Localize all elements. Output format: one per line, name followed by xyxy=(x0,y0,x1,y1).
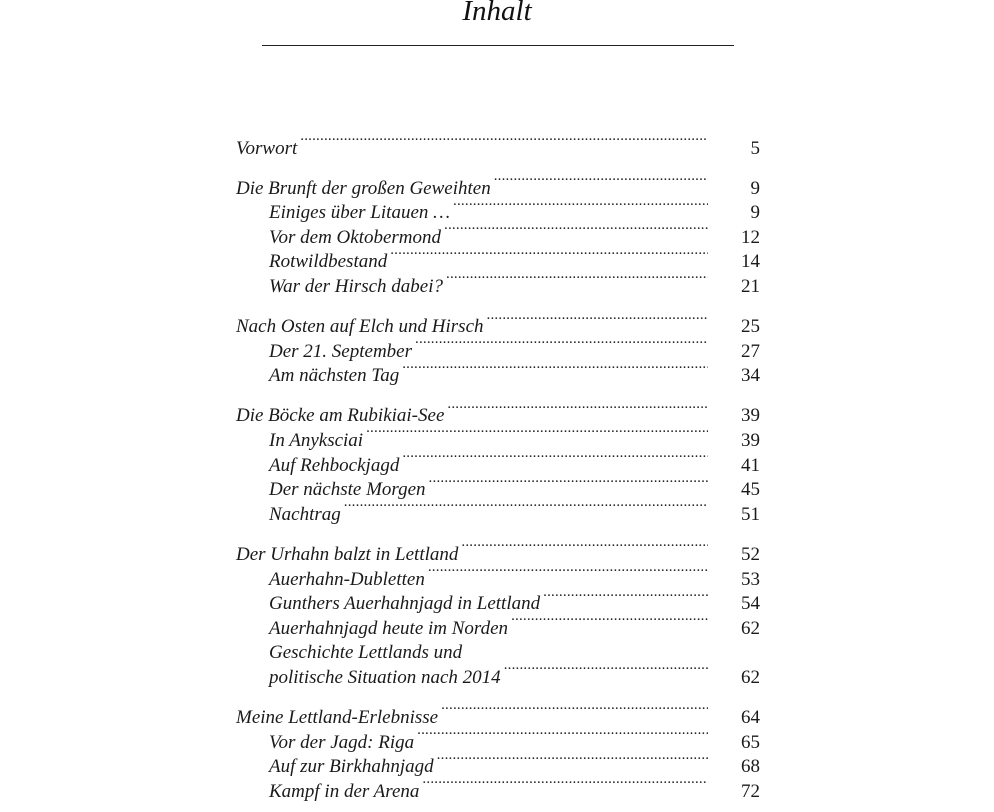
dot-leader xyxy=(461,535,708,560)
dot-leader xyxy=(494,169,708,194)
dot-leader xyxy=(366,421,708,446)
dot-leader xyxy=(300,129,708,154)
dot-leader xyxy=(437,748,708,773)
dot-leader xyxy=(417,723,708,748)
toc-entry-page: 62 xyxy=(741,617,760,639)
toc-entry-title: Kampf in der Arena xyxy=(269,780,420,802)
toc-entry-page: 39 xyxy=(741,430,760,452)
toc-entry-title: Auf zur Birkhahnjagd xyxy=(269,756,434,778)
toc-entry-page: 34 xyxy=(741,365,760,387)
toc-entry-title: Vor dem Oktobermond xyxy=(269,226,442,248)
toc-entry-title: Der Urhahn balzt in Lettland xyxy=(236,543,459,565)
dot-leader xyxy=(428,560,708,585)
toc-entry[interactable] xyxy=(236,308,760,338)
toc-section-vorwort xyxy=(236,129,760,159)
dot-leader xyxy=(415,332,708,357)
toc-section-brunft xyxy=(236,169,760,298)
toc-entry[interactable] xyxy=(236,169,760,199)
toc-entry-page: 45 xyxy=(741,479,760,501)
toc-section-osten xyxy=(236,308,760,387)
toc-entry[interactable] xyxy=(236,397,760,427)
toc-entry-title: Geschichte Lettlands und xyxy=(269,642,463,664)
toc-entry-page: 39 xyxy=(741,405,760,427)
toc-entry-title: Nach Osten auf Elch und Hirsch xyxy=(236,316,484,338)
toc-section-boecke xyxy=(236,397,760,525)
toc-entry-title: Der nächste Morgen xyxy=(269,479,426,501)
toc-entry-page: 68 xyxy=(741,756,760,778)
dot-leader xyxy=(504,658,708,683)
dot-leader xyxy=(402,446,708,471)
dot-leader xyxy=(444,218,708,243)
toc-entry-page: 51 xyxy=(741,503,760,525)
toc-entry-page: 25 xyxy=(741,316,760,338)
dot-leader xyxy=(543,585,708,610)
dot-leader xyxy=(402,357,708,382)
toc-entry-page: 27 xyxy=(741,340,760,362)
toc-entry-title: Rotwildbestand xyxy=(269,251,388,273)
dot-leader xyxy=(447,397,708,422)
toc-entry-page: 41 xyxy=(741,454,760,476)
toc-entry-title: Am nächsten Tag xyxy=(269,365,400,387)
dot-leader xyxy=(429,471,708,496)
dot-leader xyxy=(453,194,708,219)
toc-entry-title: Vor der Jagd: Riga xyxy=(269,731,415,753)
toc-entry-page: 21 xyxy=(741,276,760,298)
toc-entry-title: War der Hirsch dabei? xyxy=(269,276,443,298)
toc-entry-page: 5 xyxy=(750,137,760,159)
toc-entry-title: politische Situation nach 2014 xyxy=(269,666,501,688)
toc-entry[interactable] xyxy=(236,129,760,159)
toc-entry-title: Vorwort xyxy=(236,137,298,159)
toc-section-lettland xyxy=(236,698,760,802)
toc-entry-title: Einiges über Litauen … xyxy=(269,202,451,224)
dot-leader xyxy=(390,243,708,268)
title-rule xyxy=(262,45,734,46)
toc-entry-title: Auf Rehbockjagd xyxy=(269,454,400,476)
toc-section-urhahn xyxy=(236,535,760,688)
toc-entry-page: 9 xyxy=(750,202,760,224)
toc-entry[interactable] xyxy=(236,698,760,728)
dot-leader xyxy=(422,772,708,797)
toc-entry[interactable] xyxy=(236,535,760,565)
toc-entry-page: 54 xyxy=(741,593,760,615)
toc-entry-title: In Anyksciai xyxy=(269,430,364,452)
dot-leader xyxy=(487,308,708,333)
table-of-contents xyxy=(236,129,760,812)
toc-entry-page: 64 xyxy=(741,706,760,728)
toc-entry-title: Nachtrag xyxy=(269,503,341,525)
toc-entry-title: Der 21. September xyxy=(269,340,412,362)
toc-entry-page: 65 xyxy=(741,731,760,753)
toc-entry-title: Die Brunft der großen Geweihten xyxy=(236,177,491,199)
toc-entry-page: 9 xyxy=(750,177,760,199)
dot-leader xyxy=(344,495,708,520)
dot-leader xyxy=(511,609,708,634)
dot-leader xyxy=(441,698,708,723)
blank-leader xyxy=(465,634,708,659)
toc-entry-title: Meine Lettland-Erlebnisse xyxy=(236,706,439,728)
toc-entry-page: 62 xyxy=(741,666,760,688)
toc-entry-page: 14 xyxy=(741,251,760,273)
toc-entry-page: 72 xyxy=(741,780,760,802)
toc-entry-page: 52 xyxy=(741,543,760,565)
toc-entry-title: Auerhahnjagd heute im Norden xyxy=(269,617,509,639)
toc-entry-page: 12 xyxy=(741,226,760,248)
dot-leader xyxy=(446,267,708,292)
toc-entry-title: Die Böcke am Rubikiai-See xyxy=(236,405,445,427)
toc-entry-title: Gunthers Auerhahnjagd in Lettland xyxy=(269,593,541,615)
toc-entry-page: 53 xyxy=(741,568,760,590)
toc-entry-title: Auerhahn-Dubletten xyxy=(269,568,425,590)
page-title: Inhalt xyxy=(462,0,532,27)
